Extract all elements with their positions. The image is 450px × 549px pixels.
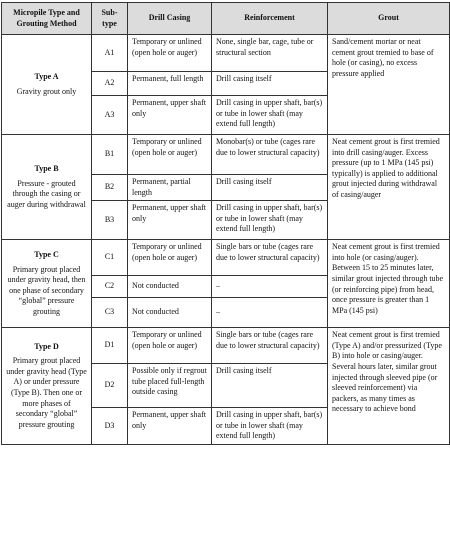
drill-casing-cell: Not conducted: [128, 276, 212, 298]
type-name: Type A: [34, 71, 59, 81]
reinforcement-cell: Monobar(s) or tube (cages rare due to lower structural capacity): [212, 135, 328, 175]
header-grout: Grout: [328, 3, 450, 35]
subtype-cell: C3: [92, 298, 128, 328]
subtype-cell: B1: [92, 135, 128, 175]
reinforcement-cell: Drill casing in upper shaft, bar(s) or tube in lower shaft (may extend full length): [212, 201, 328, 240]
type-name: Type D: [34, 341, 59, 351]
subtype-cell: D1: [92, 328, 128, 364]
type-name: Type C: [34, 249, 59, 259]
type-d-cell: [2, 328, 92, 445]
drill-casing-cell: Possible only if regrout tube placed full-length outside casing: [128, 364, 212, 408]
type-b-cell: [2, 135, 92, 240]
header-type-method: Micropile Type and Grouting Method: [2, 3, 92, 35]
subtype-cell: B3: [92, 201, 128, 240]
type-c-cell: [2, 240, 92, 328]
header-drill-casing: Drill Casing: [128, 3, 212, 35]
reinforcement-cell: Single bars or tube (cages rare due to lower structural capacity): [212, 328, 328, 364]
drill-casing-cell: Temporary or unlined (open hole or auger): [128, 135, 212, 175]
reinforcement-cell: –: [212, 276, 328, 298]
subtype-cell: D2: [92, 364, 128, 408]
reinforcement-cell: –: [212, 298, 328, 328]
grout-cell: Neat cement grout is first tremied (Type A) and/or pressurized (Type B) into hole or casing/auger. Several hours later, similar grout injected through sleeved pipe (or sleeved reinforcement) via packers, as many times as necessary to achieve bond: [328, 328, 450, 445]
table-row: [2, 135, 450, 175]
subtype-cell: A1: [92, 35, 128, 72]
type-description: Pressure - grouted through the casing or auger during withdrawal: [7, 178, 86, 209]
drill-casing-cell: Permanent, upper shaft only: [128, 201, 212, 240]
grout-cell: Neat cement grout is first tremied into drill casing/auger. Excess pressure (up to 1 MPa (145 psi) typically) is applied to additional grout injected during withdrawal of casing/auger: [328, 135, 450, 240]
micropile-classification-table-wrap: [1, 2, 449, 445]
header-subtype: Sub-type: [92, 3, 128, 35]
reinforcement-cell: Drill casing itself: [212, 72, 328, 96]
type-a-cell: [2, 35, 92, 135]
reinforcement-cell: Drill casing itself: [212, 364, 328, 408]
drill-casing-cell: Temporary or unlined (open hole or auger): [128, 35, 212, 72]
drill-casing-cell: Temporary or unlined (open hole or auger): [128, 328, 212, 364]
subtype-cell: C1: [92, 240, 128, 276]
subtype-cell: A2: [92, 72, 128, 96]
subtype-cell: B2: [92, 175, 128, 201]
reinforcement-cell: Drill casing itself: [212, 175, 328, 201]
grout-cell: Sand/cement mortar or neat cement grout tremied to base of hole (or casing), no excess pressure applied: [328, 35, 450, 135]
drill-casing-cell: Temporary or unlined (open hole or auger): [128, 240, 212, 276]
drill-casing-cell: Permanent, partial length: [128, 175, 212, 201]
reinforcement-cell: Single bars or tube (cages rare due to lower structural capacity): [212, 240, 328, 276]
table-row: [2, 35, 450, 72]
table-row: [2, 240, 450, 276]
drill-casing-cell: Permanent, full length: [128, 72, 212, 96]
drill-casing-cell: Not conducted: [128, 298, 212, 328]
reinforcement-cell: Drill casing in upper shaft, bar(s) or tube in lower shaft (may extend full length): [212, 96, 328, 135]
subtype-cell: C2: [92, 276, 128, 298]
drill-casing-cell: Permanent, upper shaft only: [128, 96, 212, 135]
subtype-cell: D3: [92, 408, 128, 445]
type-name: Type B: [34, 163, 59, 173]
header-reinforcement: Reinforcement: [212, 3, 328, 35]
type-description: Primary grout placed under gravity head (Type A) or under pressure (Type B). Then one or more phases of secondary “global” pressure grouting: [6, 356, 87, 429]
micropile-classification-table: [1, 2, 450, 445]
grout-cell: Neat cement grout is first tremied into hole (or casing/auger). Between 15 to 25 minutes later, similar grout injected through tube (or reinforcing pipe) from head, once pressure is greater than 1 MPa (145 psi): [328, 240, 450, 328]
header-row: [2, 3, 450, 35]
type-description: Gravity grout only: [16, 86, 77, 96]
drill-casing-cell: Permanent, upper shaft only: [128, 408, 212, 445]
subtype-cell: A3: [92, 96, 128, 135]
reinforcement-cell: Drill casing in upper shaft, bar(s) or tube in lower shaft (may extend full length): [212, 408, 328, 445]
type-description: Primary grout placed under gravity head, then one phase of secondary “global” pressure grouting: [7, 264, 86, 316]
reinforcement-cell: None, single bar, cage, tube or structural section: [212, 35, 328, 72]
table-row: [2, 328, 450, 364]
